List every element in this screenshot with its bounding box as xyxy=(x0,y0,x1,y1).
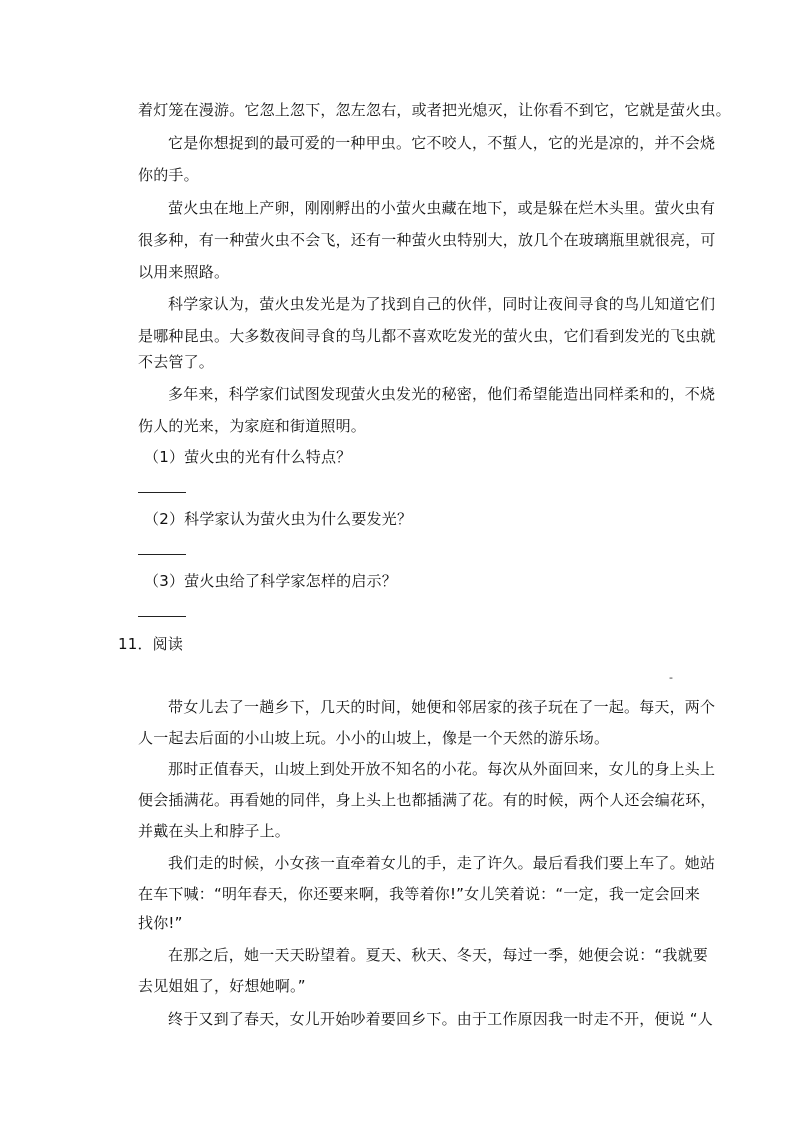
passage2-line-1: 带女儿去了一趟乡下，几天的时间，她便和邻居家的孩子玩在了一起。每天，两个 xyxy=(168,698,716,716)
passage1-line-11: 伤人的光来，为家庭和街道照明。 xyxy=(138,417,367,435)
passage1-line-3: 你的手。 xyxy=(138,166,199,184)
passage2-line-10: 去见姐姐了，好想她啊。” xyxy=(138,977,306,995)
passage1-line-8: 是哪种昆虫。大多数夜间寻食的鸟儿都不喜欢吃发光的萤火虫，它们看到发光的飞虫就 xyxy=(138,327,716,345)
passage1-line-7: 科学家认为，萤火虫发光是为了找到自己的伙伴，同时让夜间寻食的鸟儿知道它们 xyxy=(168,295,716,313)
passage1-line-1: 着灯笼在漫游。它忽上忽下，忽左忽右，或者把光熄灭，让你看不到它，它就是萤火虫。 xyxy=(138,101,731,119)
passage2-line-9: 在那之后，她一天天盼望着。夏天、秋天、冬天，每过一季，她便会说：“我就要 xyxy=(168,946,708,964)
passage1-line-6: 以用来照路。 xyxy=(138,263,230,281)
question-1: （1）萤火虫的光有什么特点？ xyxy=(144,448,352,466)
answer-blank-2[interactable] xyxy=(138,554,186,555)
passage1-line-5: 很多种，有一种萤火虫不会飞，还有一种萤火虫特别大，放几个在玻璃瓶里就很亮，可 xyxy=(138,231,716,249)
passage2-line-6: 我们走的时候，小女孩一直牵着女儿的手，走了许久。最后看我们要上车了。她站 xyxy=(168,854,716,872)
answer-blank-3[interactable] xyxy=(138,616,186,617)
question-2: （2）科学家认为萤火虫为什么要发光？ xyxy=(144,510,413,528)
section-heading: 11．阅读 xyxy=(118,635,184,653)
passage2-line-7: 在车下喊：“明年春天，你还要来啊，我等着你!”女儿笑着说：“一定，我一定会回来 xyxy=(138,885,701,903)
passage1-line-2: 它是你想捉到的最可爱的一种甲虫。它不咬人，不蜇人，它的光是凉的，并不会烧 xyxy=(168,134,716,152)
passage2-line-5: 并戴在头上和脖子上。 xyxy=(138,822,291,840)
passage1-line-4: 萤火虫在地上产卵，刚刚孵出的小萤火虫藏在地下，或是躲在烂木头里。萤火虫有 xyxy=(168,199,716,217)
passage1-line-10: 多年来，科学家们试图发现萤火虫发光的秘密，他们希望能造出同样柔和的，不烧 xyxy=(168,385,716,403)
passage2-line-11: 终于又到了春天，女儿开始吵着要回乡下。由于工作原因我一时走不开，便说 “人 xyxy=(168,1010,713,1028)
answer-blank-1[interactable] xyxy=(138,492,186,493)
passage2-line-3: 那时正值春天，山坡上到处开放不知名的小花。每次从外面回来，女儿的身上头上 xyxy=(168,760,716,778)
dash-mark: - xyxy=(669,671,673,684)
question-3: （3）萤火虫给了科学家怎样的启示？ xyxy=(144,572,397,590)
passage1-line-9: 不去管了。 xyxy=(138,353,215,371)
passage2-line-4: 便会插满花。再看她的同伴，身上头上也都插满了花。有的时候，两个人还会编花环， xyxy=(138,791,716,809)
passage2-line-2: 人一起去后面的小山坡上玩。小小的山坡上，像是一个天然的游乐场。 xyxy=(138,729,610,747)
passage2-line-8: 找你!” xyxy=(138,914,183,932)
